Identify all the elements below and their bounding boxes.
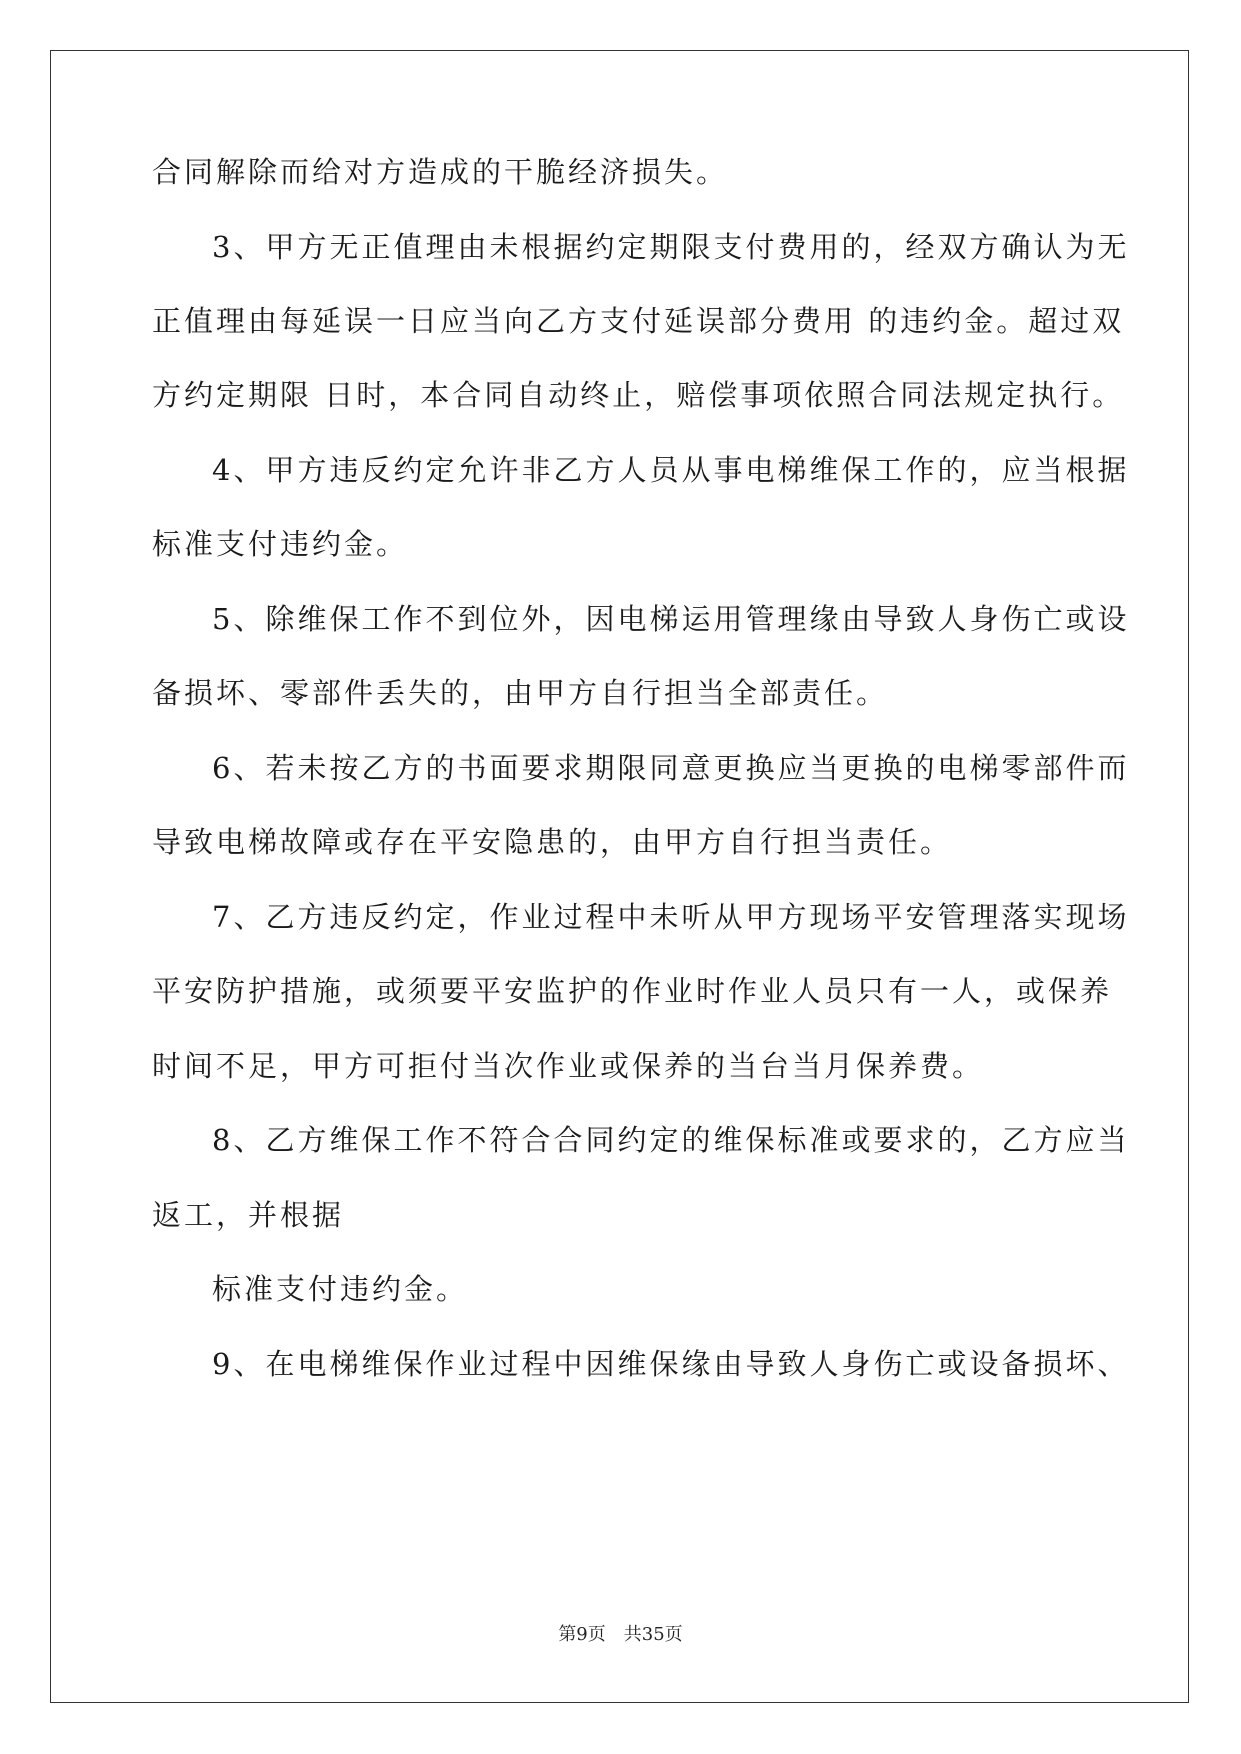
text-line: 5、除维保工作不到位外，因电梯运用管理缘由导致人身伤亡或设 xyxy=(212,602,1130,636)
text-line: 合同解除而给对方造成的干脆经济损失。 xyxy=(152,155,729,189)
page-total: 共35页 xyxy=(623,1624,683,1645)
page-number: 第9页 xyxy=(558,1624,606,1645)
text-line: 4、甲方违反约定允许非乙方人员从事电梯维保工作的，应当根据 xyxy=(212,453,1130,487)
page-footer xyxy=(0,1623,1241,1647)
text-line: 时间不足，甲方可拒付当次作业或保养的当台当月保养费。 xyxy=(152,1049,985,1083)
text-line: 8、乙方维保工作不符合合同约定的维保标准或要求的，乙方应当 xyxy=(212,1123,1130,1157)
text-line: 正值理由每延误一日应当向乙方支付延误部分费用 的违约金。超过双 xyxy=(152,304,1125,338)
text-line: 6、若未按乙方的书面要求期限同意更换应当更换的电梯零部件而 xyxy=(212,751,1130,785)
page-border xyxy=(50,50,1189,1703)
text-line: 3、甲方无正值理由未根据约定期限支付费用的，经双方确认为无 xyxy=(212,230,1130,264)
text-line: 平安防护措施，或须要平安监护的作业时作业人员只有一人，或保养 xyxy=(152,974,1113,1008)
text-line: 方约定期限 日时，本合同自动终止，赔偿事项依照合同法规定执行。 xyxy=(152,378,1125,412)
text-line: 返工，并根据 xyxy=(152,1198,345,1232)
text-line: 导致电梯故障或存在平安隐患的，由甲方自行担当责任。 xyxy=(152,825,953,859)
text-line: 备损坏、零部件丢失的，由甲方自行担当全部责任。 xyxy=(152,676,889,710)
text-line: 标准支付违约金。 xyxy=(212,1272,469,1306)
text-line: 标准支付违约金。 xyxy=(152,527,409,561)
text-line: 7、乙方违反约定，作业过程中未听从甲方现场平安管理落实现场 xyxy=(212,900,1130,934)
text-line: 9、在电梯维保作业过程中因维保缘由导致人身伤亡或设备损坏、 xyxy=(212,1347,1130,1381)
